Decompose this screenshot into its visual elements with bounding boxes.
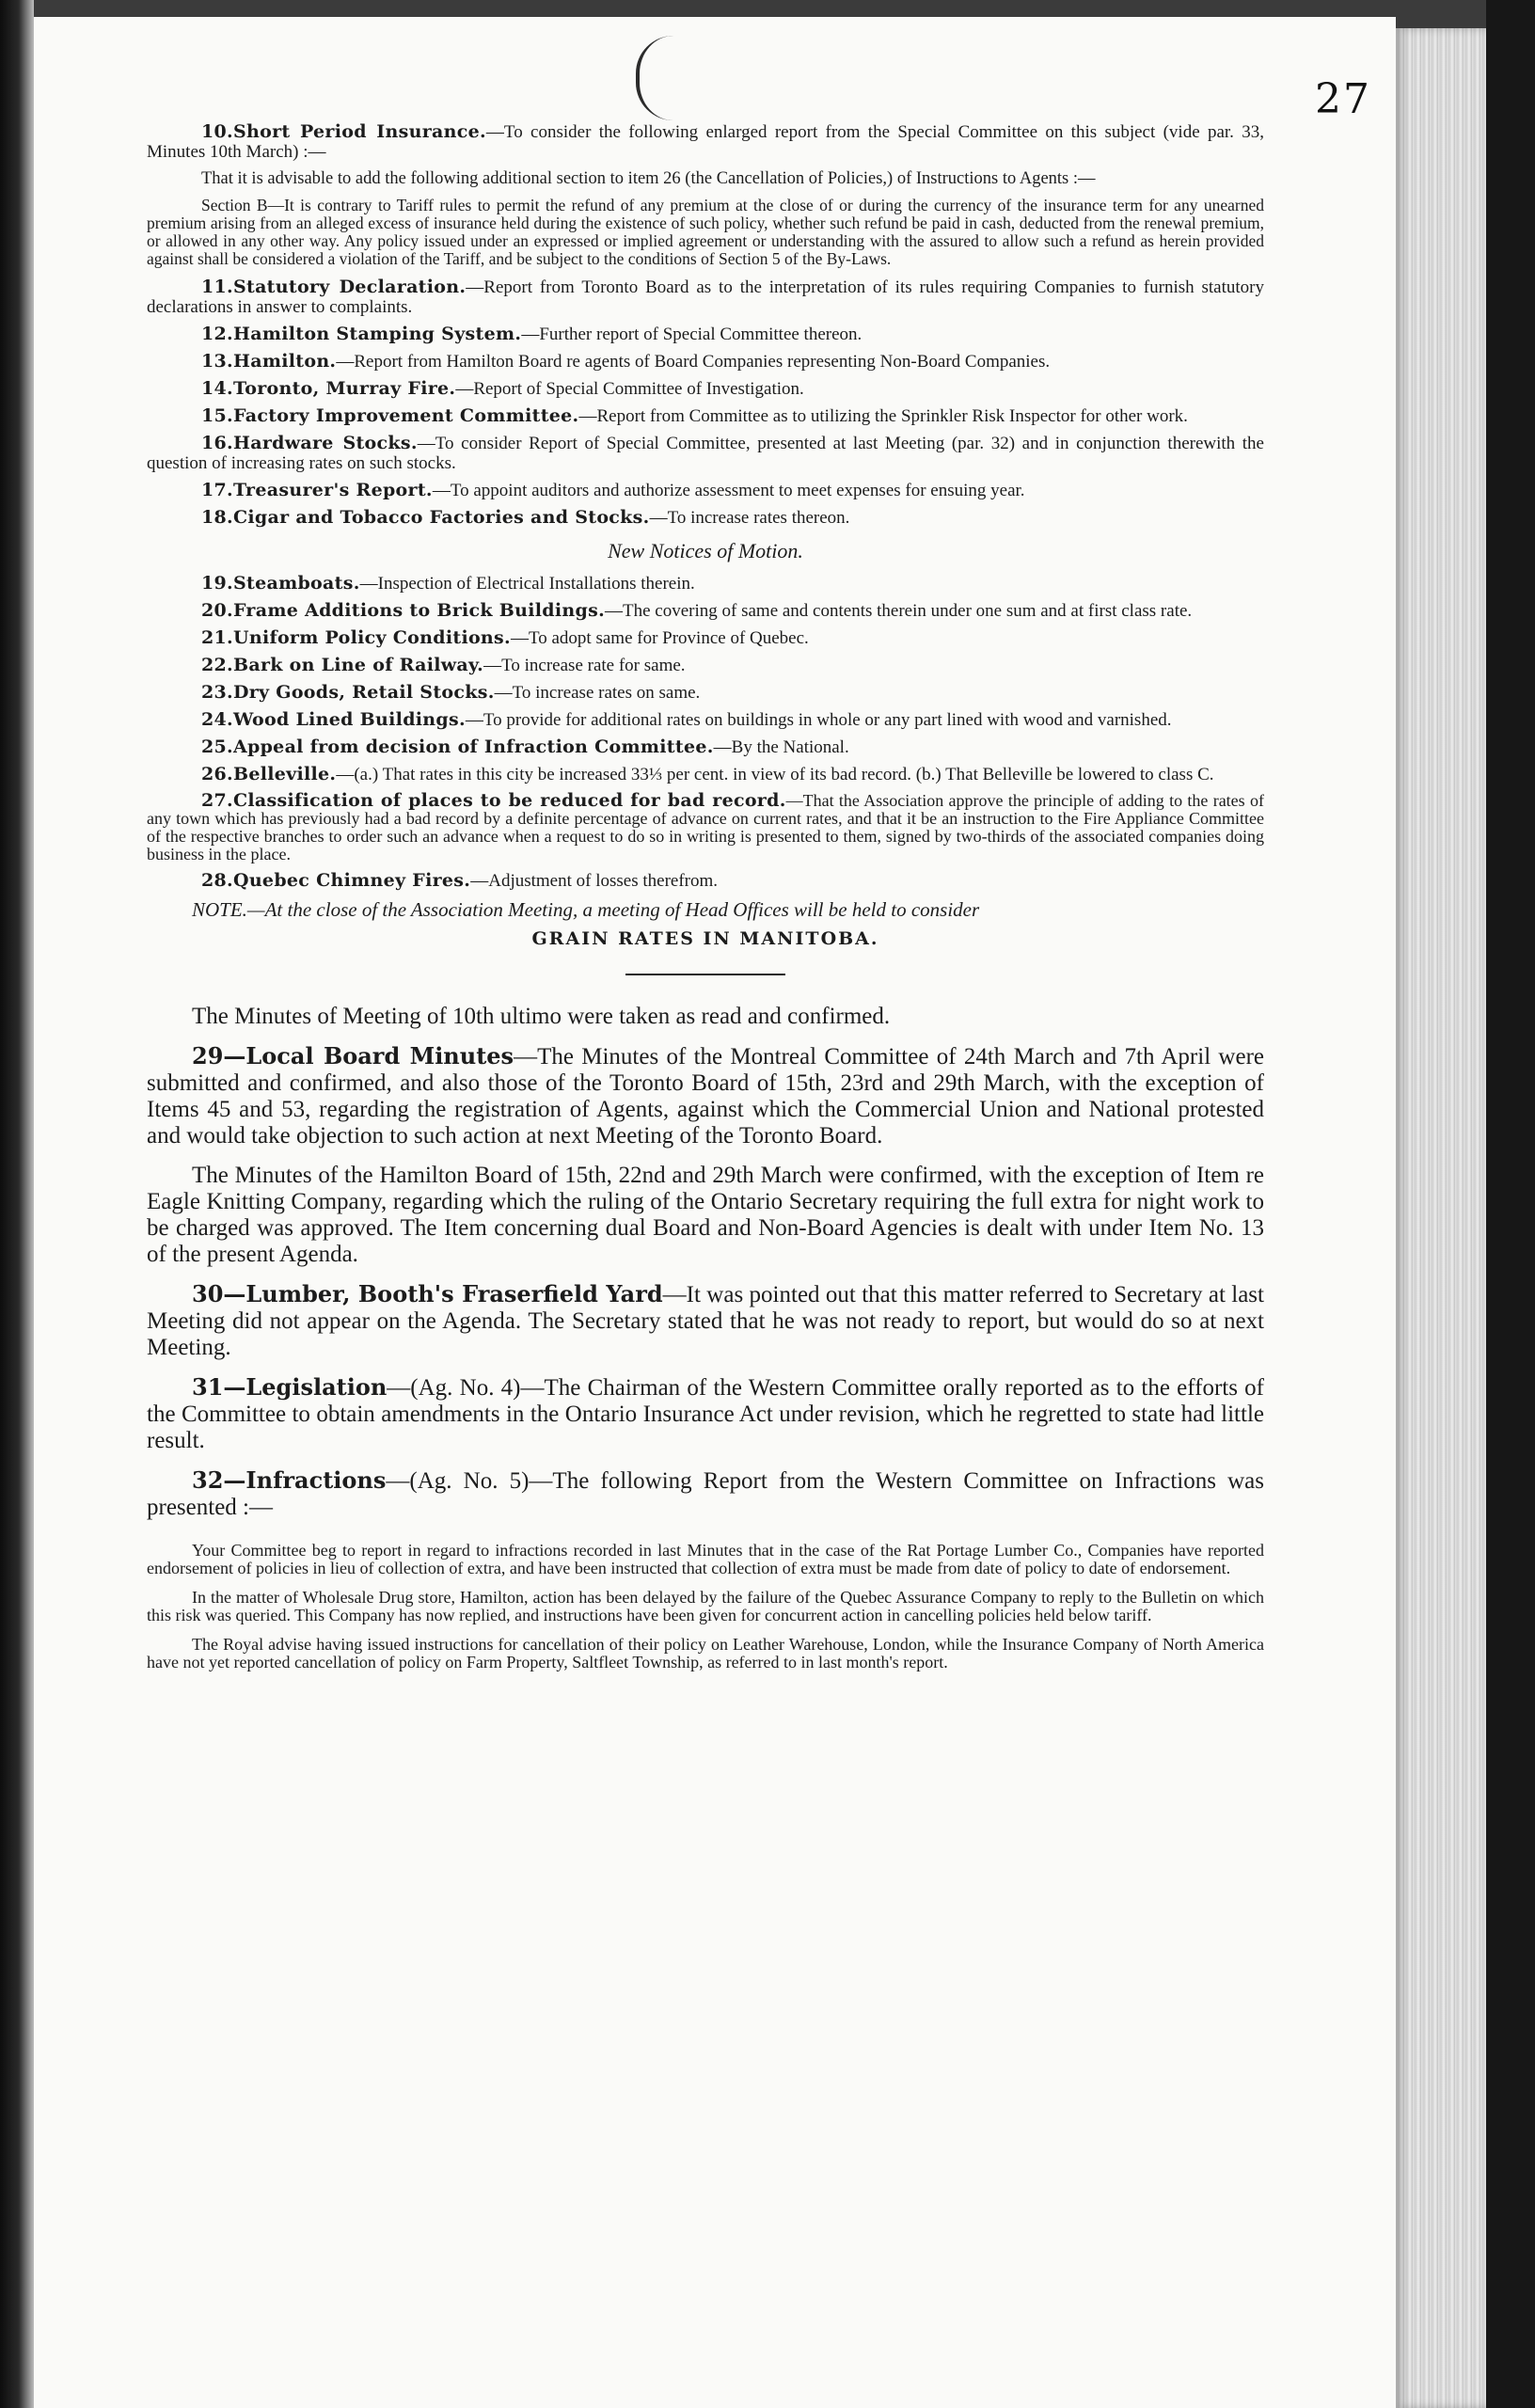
agenda-item-title: Wood Lined Buildings.: [232, 709, 466, 730]
agenda-item-title: Classification of places to be reduced for bad record.: [232, 790, 786, 811]
report-paragraph: The Royal advise having issued instructions for cancellation of their policy on Leather Warehouse, London, while the Insurance Company of North America have not yet reported cancellation of policy on Farm Property, Saltfleet Township, as referred to in last month's report.: [147, 1635, 1264, 1671]
minute-32: [147, 1467, 1264, 1521]
note-paragraph: NOTE.—At the close of the Association Meeting, a meeting of Head Offices will be held to consider: [192, 898, 980, 921]
minute-text: The Minutes of the Hamilton Board of 15th, 22nd and 29th March were confirmed, with the exception of Item re Eagle Knitting Company, regarding which the ruling of the Ontario Secretary requiring the full extra for night work to be charged was approved. The Item concerning dual Board and Non-Board Agencies is dealt with under Item No. 13 of the present Agenda.: [147, 1163, 1264, 1267]
page-edges: [1396, 28, 1486, 2408]
agenda-item-text: —Report of Special Committee of Investigation.: [455, 379, 804, 399]
minute-text: —(Ag. No. 4)—The Chairman of the Western Committee orally reported as to the efforts of the Committee to obtain amendments in the Ontario Insurance Act under revision, which he regretted to state had little result.: [147, 1375, 1264, 1453]
grain-rates-heading: GRAIN RATES IN MANITOBA.: [531, 928, 879, 949]
agenda-item-number: 11.: [201, 277, 233, 297]
agenda-item-18: [147, 508, 1264, 528]
minute-29-hamilton: [147, 1163, 1264, 1268]
agenda-item-number: 18.: [201, 507, 233, 528]
section-b-quote: Section B—It is contrary to Tariff rules to permit the refund of any premium at the close of or during the currency of the insurance term for any unearned premium arising from an alleged excess of insurance held during the existence of such policy, whether such refund be paid in cash, deducted from the renewal premium, or allowed in any other way. Any policy issued under an expressed or implied agreement or understanding with the assured to allow such a refund as herein provided against shall be considered a violation of the Tariff, and be subject to the conditions of Section 5 of the By-Laws.: [147, 196, 1264, 268]
agenda-item-number: 26.: [201, 764, 233, 784]
page-number: 27: [1315, 75, 1371, 123]
minute-31: [147, 1374, 1264, 1454]
agenda-item-text: —To increase rates thereon.: [649, 508, 850, 528]
agenda-item-14: [147, 379, 1264, 399]
agenda-item-title: Appeal from decision of Infraction Committee.: [232, 737, 714, 757]
agenda-item-text: —To appoint auditors and authorize assessment to meet expenses for ensuing year.: [432, 481, 1025, 500]
agenda-item-title: Statutory Declaration.: [232, 277, 467, 297]
agenda-item-number: 10.: [201, 121, 233, 142]
agenda-item-19: [147, 574, 1264, 594]
agenda-item-12: [147, 325, 1264, 344]
agenda-item-number: 25.: [201, 737, 233, 757]
agenda-item-23: [147, 683, 1264, 703]
agenda-item-26: [147, 765, 1264, 784]
agenda-item-title: Toronto, Murray Fire.: [232, 378, 456, 399]
agenda-item-24: [147, 710, 1264, 730]
agenda-item-text: —Report from Hamilton Board re agents of Board Companies representing Non-Board Companies.: [336, 352, 1051, 372]
agenda-item-16: [147, 434, 1264, 473]
agenda-item-title: Frame Additions to Brick Buildings.: [232, 600, 605, 621]
agenda-item-title: Bark on Line of Railway.: [232, 655, 484, 675]
agenda-item-number: 15.: [201, 405, 233, 426]
agenda-item-text: —The covering of same and contents therein under one sum and at first class rate.: [605, 601, 1193, 621]
agenda-item-number: 24.: [201, 709, 233, 730]
agenda-item-text: —To consider the following enlarged report from the Special Committee on this subject (vide par. 33, Minutes 10th March) :—: [147, 122, 1264, 162]
agenda-item-title: Hardware Stocks.: [232, 433, 418, 453]
agenda-item-number: 19.: [201, 573, 233, 594]
agenda-item-text: —To increase rate for same.: [483, 656, 686, 675]
minute-title: 29—Local Board Minutes: [192, 1042, 514, 1069]
minute-text: —The Minutes of the Montreal Committee of 24th March and 7th April were submitted and confirmed, and also those of the Toronto Board of 15th, 23rd and 29th March, with the exception of Items 45 and 53, regarding the registration of Agents, against which the Commercial Union and National protested and would take objection to such action at next Meeting of the Toronto Board.: [147, 1044, 1264, 1149]
agenda-item-13: [147, 352, 1264, 372]
agenda-item-text: —To adopt same for Province of Quebec.: [510, 628, 809, 648]
agenda-item-number: 14.: [201, 378, 233, 399]
agenda-item-number: 23.: [201, 682, 233, 703]
agenda-item-text: —Report from Committee as to utilizing the Sprinkler Risk Inspector for other work.: [578, 406, 1188, 426]
agenda-item-number: 28.: [201, 870, 233, 891]
minute-text: —(Ag. No. 5)—The following Report from the Western Committee on Infractions was presented :—: [147, 1468, 1264, 1520]
agenda-item-title: Quebec Chimney Fires.: [232, 870, 471, 891]
agenda-item-27: [147, 792, 1264, 863]
agenda-item-text: —Adjustment of losses therefrom.: [470, 871, 719, 891]
item-10-addition: That it is advisable to add the following additional section to item 26 (the Cancellation of Policies,) of Instructions to Agents :—: [201, 169, 1096, 188]
report-paragraph: Your Committee beg to report in regard to infractions recorded in last Minutes that in the case of the Rat Portage Lumber Co., Companies have reported endorsement of policies in lieu of collection of extra, and have been instructed that collection of extra must be made from date of policy to date of endorsement.: [147, 1541, 1264, 1577]
agenda-item-title: Cigar and Tobacco Factories and Stocks.: [232, 507, 650, 528]
minute-text: —It was pointed out that this matter referred to Secretary at last Meeting did not appear on the Agenda. The Secretary stated that he was not ready to report, but would do so at next Meeting.: [147, 1282, 1264, 1360]
agenda-item-15: [147, 406, 1264, 426]
agenda-item-number: 16.: [201, 433, 233, 453]
agenda-item-number: 22.: [201, 655, 233, 675]
agenda-item-title: Short Period Insurance.: [232, 121, 486, 142]
agenda-item-text: —To increase rates on same.: [494, 683, 701, 703]
agenda-item-text: —Report from Toronto Board as to the interpretation of its rules requiring Companies to furnish statutory declarations in answer to complaints.: [147, 277, 1264, 317]
agenda-item-number: 21.: [201, 627, 233, 648]
agenda-item-25: [147, 737, 1264, 757]
agenda-item-number: 17.: [201, 480, 233, 500]
agenda-item-text: —Inspection of Electrical Installations therein.: [359, 574, 695, 594]
agenda-item-number: 12.: [201, 324, 233, 344]
agenda-item-number: 27.: [201, 790, 233, 811]
minute-30: [147, 1281, 1264, 1361]
agenda-item-28: [147, 871, 1264, 891]
agenda-item-title: Hamilton Stamping System.: [232, 324, 522, 344]
agenda-item-title: Uniform Policy Conditions.: [232, 627, 511, 648]
agenda-item-10: [147, 122, 1264, 162]
minute-29: [147, 1043, 1264, 1149]
agenda-item-21: [147, 628, 1264, 648]
agenda-item-20: [147, 601, 1264, 621]
agenda-item-title: Belleville.: [232, 764, 337, 784]
new-notices-heading: New Notices of Motion.: [608, 539, 803, 562]
page-content: [147, 122, 1264, 1683]
agenda-item-title: Dry Goods, Retail Stocks.: [232, 682, 495, 703]
agenda-item-text: —By the National.: [713, 737, 849, 757]
agenda-item-17: [147, 481, 1264, 500]
scan-border: [1486, 0, 1535, 2408]
agenda-item-title: Treasurer's Report.: [232, 480, 433, 500]
agenda-item-title: Factory Improvement Committee.: [232, 405, 579, 426]
minute-title: 30—Lumber, Booth's Fraserfield Yard: [192, 1280, 663, 1307]
agenda-item-title: Steamboats.: [232, 573, 360, 594]
agenda-item-number: 20.: [201, 600, 233, 621]
pencil-mark: [636, 36, 677, 120]
minutes-text: The Minutes of Meeting of 10th ultimo were taken as read and confirmed.: [192, 1004, 891, 1029]
agenda-item-title: Hamilton.: [232, 351, 337, 372]
agenda-item-22: [147, 656, 1264, 675]
agenda-item-11: [147, 277, 1264, 317]
report-paragraph: In the matter of Wholesale Drug store, Hamilton, action has been delayed by the failure of the Quebec Assurance Company to reply to the Bulletin on which this risk was queried. This Company has now replied, and instructions have been given for concurrent action in cancelling policies held below tariff.: [147, 1588, 1264, 1624]
agenda-item-text: —Further report of Special Committee thereon.: [521, 325, 862, 344]
agenda-item-number: 13.: [201, 351, 233, 372]
minute-title: 32—Infractions: [192, 1466, 387, 1494]
divider-rule: [625, 974, 785, 975]
agenda-item-text: —To provide for additional rates on buildings in whole or any part lined with wood and varnished.: [465, 710, 1172, 730]
minute-title: 31—Legislation: [192, 1373, 388, 1401]
agenda-item-text: —To consider Report of Special Committee, presented at last Meeting (par. 32) and in conjunction therewith the question of increasing rates on such stocks.: [147, 434, 1264, 473]
minutes-confirmed: [147, 1004, 1264, 1030]
book-binding: [0, 0, 34, 2408]
agenda-item-text: —That the Association approve the principle of adding to the rates of any town which has previously had a bad record by a definite percentage of advance on current rates, and that it be an instruction to the Fire Appliance Committee of the respective branches to order such an advance when a request to do so in writing is presented to them, signed by two-thirds of the associated companies doing business in the place.: [147, 791, 1264, 863]
agenda-item-text: —(a.) That rates in this city be increased 33⅓ per cent. in view of its bad record. (b.) That Belleville be lowered to class C.: [336, 765, 1214, 784]
document-page: [34, 17, 1396, 2408]
